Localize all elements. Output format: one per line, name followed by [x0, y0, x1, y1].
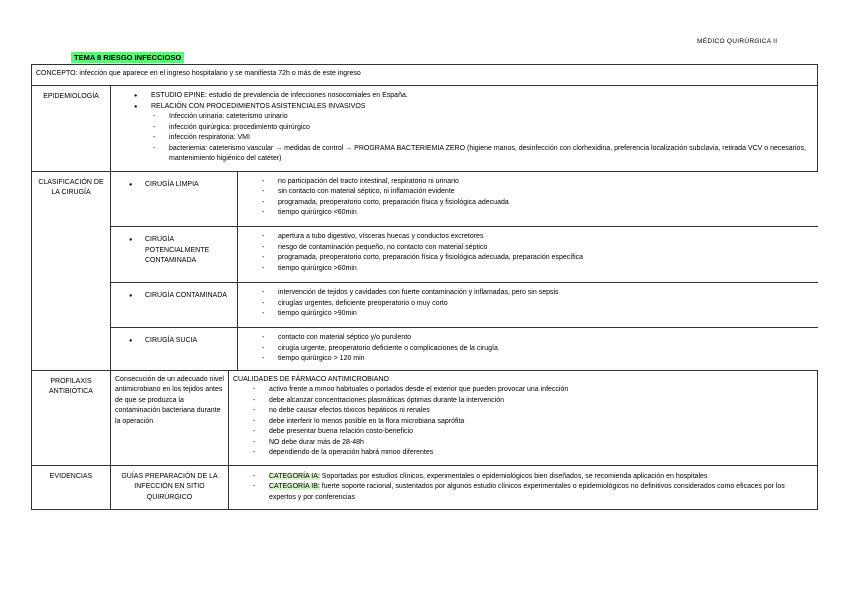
list-item: - dependiendo de la operación habrá mmoo diferentes	[233, 448, 813, 459]
list-item: - bacteriemia: cateterismo vascular → medidas de control → PROGRAMA BACTERIEMIA ZERO (higiene manos, desinfección con clorhexidina, preferencia localización subclavia, retirada VCV o necesarios, mantenimiento higiénico del catéter)	[115, 144, 813, 165]
list-item: - cirugías urgentes, deficiente preoperatorio o muy corto	[242, 299, 814, 310]
profilaxis-heading: CUALIDADES DE FÁRMACO ANTIMICROBIANO	[233, 375, 389, 383]
list-item: - debe alcanzar concentraciones plasmáticas óptimas durante la intervención	[233, 396, 813, 407]
cirugia-potencialmente-label: ● CIRUGÍA POTENCIALMENTE CONTAMINADA	[115, 229, 233, 267]
list-item: - debe interferir lo menos posible en la flora microbiana saprófita	[233, 417, 813, 428]
list-item: - infección quirúrgica: procedimiento quirúrgico	[115, 123, 813, 134]
categoria-ib-label: CATEGORÍA IB:	[269, 483, 320, 490]
concepto-cell: CONCEPTO: infección que aparece en el ingreso hospitalario y se manifiesta 72h o más de este ingreso	[32, 65, 818, 86]
epidemiologia-content	[111, 86, 818, 172]
list-item: - riesgo de contaminación pequeño, no contacto con material séptico	[242, 243, 814, 254]
list-item: - Infección urinaria: cateterismo urinario	[115, 112, 813, 123]
evidencias-row	[32, 465, 818, 509]
cirugia-limpia-label: ● CIRUGÍA LIMPIA	[115, 174, 233, 191]
evidencias-guias: GUÍAS PREPARACIÓN DE LA INFECCIÓN EN SITIO QUIRÚRGICO	[111, 465, 229, 509]
list-item: - activo frente a mmoo habituales o portados desde el exterior que pueden provocar una infección	[233, 385, 813, 396]
categoria-ia-label: CATEGORÍA IA:	[269, 472, 320, 480]
page-header: MÉDICO QUIRÚRGICA II	[697, 38, 778, 45]
list-item: ● ESTUDIO EPINE: estudio de prevalencia de infecciones nosocomiales en España.	[115, 91, 813, 102]
list-item: - apertura a tubo digestivo, vísceras huecas y conductos excretores	[242, 232, 814, 243]
content-table	[31, 64, 818, 510]
list-item: - intervención de tejidos y cavidades con fuerte contaminación y inflamadas, pero sin sepsis	[242, 288, 814, 299]
profilaxis-description: Consecución de un adecuado nivel antimicrobiano en los tejidos antes de que se produzca la contaminación bacteriana durante la operación	[111, 370, 229, 465]
list-item: - contacto con material séptico y/o purulento	[242, 333, 814, 344]
categoria-ib-item: - CATEGORÍA IB: fuerte soporte racional, sustentados por algunos estudio clínicos experimentales o epidemiológicos no definitivos considerados como eficaces por los expertos y por conferencias	[233, 482, 813, 503]
list-item: - sin contacto con material séptico, ni inflamación evidente	[242, 187, 814, 198]
epidemiologia-row	[32, 86, 818, 172]
list-item: - tiempo quirúrgico >60min	[242, 264, 814, 275]
cirugia-sucia-label: ● CIRUGÍA SUCIA	[115, 330, 233, 347]
list-item: - infección respiratoria: VMI	[115, 133, 813, 144]
list-item: - debe presentar buena relación costo-beneficio	[233, 427, 813, 438]
categoria-ia-item: - CATEGORÍA IA: Soportadas por estudios clínicos, experimentales o epidemiológicos bien diseñados, se recomienda aplicación en hospitales	[233, 472, 813, 483]
clasificacion-subtable	[111, 172, 818, 370]
list-item: - tiempo quirúrgico >90min	[242, 309, 814, 320]
clasificacion-label: CLASIFICACIÓN DE LA CIRUGÍA	[32, 171, 111, 370]
profilaxis-row	[32, 370, 818, 465]
epidemiologia-label: EPIDEMIOLOGÍA	[32, 86, 111, 172]
list-item: - programada, preoperatorio corto, preparación física y fisiológica adecuada	[242, 198, 814, 209]
evidencias-label: EVIDENCIAS	[32, 465, 111, 509]
list-item: ● RELACIÓN CON PROCEDIMIENTOS ASISTENCIALES INVASIVOS	[115, 102, 813, 113]
list-item: - cirugía urgente, preoperatorio deficiente o complicaciones de la cirugía	[242, 344, 814, 355]
list-item: - no participación del tracto intestinal, respiratorio ni urinario	[242, 177, 814, 188]
clasificacion-row	[32, 171, 818, 370]
list-item: - NO debe durar más de 28-48h	[233, 438, 813, 449]
list-item: - tiempo quirúrgico > 120 min	[242, 354, 814, 365]
list-item: - programada, preoperatorio corto, preparación física y fisiológica adecuada, preparación específica	[242, 253, 814, 264]
list-item: - no debe causar efectos tóxicos hepáticos ni renales	[233, 406, 813, 417]
profilaxis-label: PROFILAXIS ANTIBIÓTICA	[32, 370, 111, 465]
list-item: - tiempo quirúrgico <60min	[242, 208, 814, 219]
page-title: TEMA 8 RIESGO INFECCIOSO	[71, 52, 184, 63]
cirugia-contaminada-label: ● CIRUGÍA CONTAMINADA	[115, 285, 233, 302]
